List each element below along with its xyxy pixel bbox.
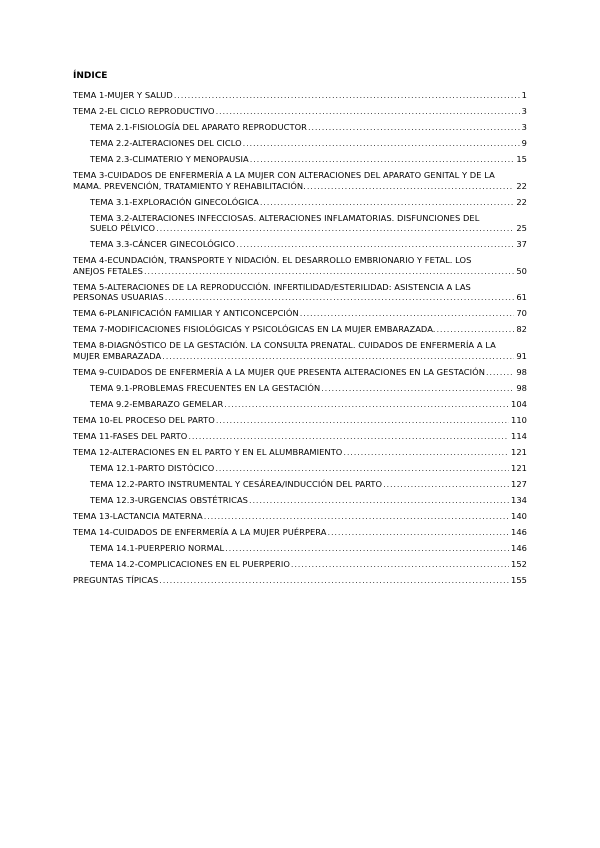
toc-entry-page-number: 70 <box>516 308 527 318</box>
toc-entry-row <box>90 154 527 165</box>
toc-entry-title: TEMA 14-CUIDADOS DE ENFERMERÍA A LA MUJER PUÉRPERA <box>73 526 327 537</box>
toc-entry-row <box>90 559 527 570</box>
toc-entry-row <box>90 383 527 394</box>
toc-entry-title: TEMA 12.1-PARTO DISTÓCICO <box>90 462 215 473</box>
toc-entry-title: TEMA 9.1-PROBLEMAS FRECUENTES EN LA GESTACIÓN <box>90 382 321 393</box>
dot-leader <box>249 495 509 506</box>
toc-entry-page-number: 61 <box>516 292 527 302</box>
toc-entry[interactable] <box>73 255 527 276</box>
dot-leader <box>159 575 509 586</box>
toc-entry-title: TEMA 1-MUJER Y SALUD <box>73 90 173 100</box>
toc-entry[interactable] <box>73 324 527 335</box>
toc-entry-title: TEMA 12.3-URGENCIAS OBSTÉTRICAS <box>90 494 249 505</box>
toc-entry[interactable] <box>73 399 527 410</box>
toc-entry-row <box>73 90 527 101</box>
toc-entry-row <box>73 308 527 319</box>
toc-entry-row <box>73 511 527 522</box>
toc-entry-row <box>73 527 527 538</box>
toc-entry[interactable] <box>73 197 527 208</box>
toc-entry[interactable] <box>73 479 527 490</box>
toc-entry-row <box>73 447 527 458</box>
toc-entry-title: TEMA 3.1-EXPLORACIÓN GINECOLÓGICA <box>90 196 259 207</box>
toc-entry-title: TEMA 9.2-EMBARAZO GEMELAR <box>90 398 224 409</box>
dot-leader <box>383 479 509 490</box>
toc-entry[interactable] <box>73 340 527 361</box>
toc-entry[interactable] <box>73 122 527 133</box>
toc-entry-title: TEMA 2.2-ALTERACIONES DEL CICLO <box>90 138 242 148</box>
toc-entry[interactable] <box>73 559 527 570</box>
toc-entry-title: TEMA 2.1-FISIOLOGÍA DEL APARATO REPRODUCTOR <box>90 122 307 132</box>
toc-entry[interactable] <box>73 154 527 165</box>
toc-entry-page-number: 1 <box>521 90 527 100</box>
toc-entry-row <box>90 495 527 506</box>
toc-entry-page-number: 114 <box>511 430 527 441</box>
toc-entry[interactable] <box>73 431 527 442</box>
toc-entry[interactable] <box>73 308 527 319</box>
toc-entry-row <box>90 122 527 133</box>
toc-entry-page-number: 98 <box>516 382 527 393</box>
toc-entry-page-number: 22 <box>516 180 527 191</box>
dot-leader <box>437 324 515 335</box>
toc-entry-title: TEMA 14.2-COMPLICACIONES EN EL PUERPERIO <box>90 558 290 569</box>
toc-entry-page-number: 25 <box>516 223 527 233</box>
dot-leader <box>224 399 509 410</box>
toc-entry-title: PREGUNTAS TÍPICAS <box>73 574 159 585</box>
toc-entry-title-line1: TEMA 5-ALTERACIONES DE LA REPRODUCCIÓN. INFERTILIDAD/ESTERILIDAD: ASISTENCIA A LAS <box>73 281 471 292</box>
toc-entry[interactable] <box>73 495 527 506</box>
toc-entry-title: TEMA 11-FASES DEL PARTO <box>73 430 188 441</box>
toc-entry-page-number: 152 <box>511 558 527 569</box>
toc-entry-page-number: 134 <box>511 494 527 505</box>
toc-entry[interactable] <box>73 282 527 303</box>
dot-leader <box>300 308 515 319</box>
toc-entry-page-number: 50 <box>516 265 527 276</box>
dot-leader <box>162 351 514 362</box>
toc-entry-page-number: 37 <box>516 239 527 249</box>
dot-leader <box>188 431 509 442</box>
toc-entry-page-number: 91 <box>516 350 527 361</box>
toc-entry[interactable] <box>73 106 527 117</box>
toc-entry-page-number: 3 <box>521 106 527 116</box>
toc-entry-row <box>73 415 527 426</box>
toc-entry-title: TEMA 2.3-CLIMATERIO Y MENOPAUSIA <box>90 154 249 164</box>
toc-entry-title-line1: TEMA 3-CUIDADOS DE ENFERMERÍA A LA MUJER CON ALTERACIONES DEL APARATO GENITAL Y DE LA <box>73 170 495 180</box>
dot-leader <box>243 138 520 149</box>
toc-entry-title: ANEJOS FETALES <box>73 265 143 276</box>
toc-entry-page-number: 121 <box>511 446 527 457</box>
toc-entry[interactable] <box>73 138 527 149</box>
toc-entry-title: TEMA 13-LACTANCIA MATERNA <box>73 510 203 521</box>
toc-entry-row <box>73 431 527 442</box>
toc-entry-title: TEMA 14.1-PUERPERIO NORMAL <box>90 542 225 553</box>
toc-entry-row <box>90 223 527 234</box>
toc-entry-title-line1: TEMA 4-ECUNDACIÓN, TRANSPORTE Y NIDACIÓN. EL DESARROLLO EMBRIONARIO Y FETAL. LOS <box>73 255 472 265</box>
toc-entry-title: TEMA 6-PLANIFICACIÓN FAMILIAR Y ANTICONCEPCIÓN <box>73 308 299 318</box>
toc-entry[interactable] <box>73 527 527 538</box>
toc-entry-title: TEMA 3.3-CÁNCER GINECOLÓGICO <box>90 239 236 249</box>
toc-entry-page-number: 22 <box>516 196 527 207</box>
toc-entry-page-number: 82 <box>516 324 527 334</box>
toc-entry-title: TEMA 12-ALTERACIONES EN EL PARTO Y EN EL ALUMBRAMIENTO <box>73 446 343 457</box>
toc-entry-row <box>73 324 527 335</box>
toc-entry[interactable] <box>73 170 527 191</box>
dot-leader <box>204 511 509 522</box>
toc-entry-page-number: 104 <box>511 398 527 409</box>
toc-entry-title: MUJER EMBARAZADA <box>73 350 162 361</box>
dot-leader <box>225 543 509 554</box>
toc-entry[interactable] <box>73 575 527 586</box>
dot-leader <box>144 266 514 277</box>
dot-leader <box>307 181 514 192</box>
toc-entry[interactable] <box>73 511 527 522</box>
toc-entry-row <box>90 239 527 250</box>
toc-entry-title-line1: TEMA 3.2-ALTERACIONES INFECCIOSAS. ALTERACIONES INFLAMATORIAS. DISFUNCIONES DEL <box>90 212 480 223</box>
toc-entry[interactable] <box>73 213 527 234</box>
dot-leader <box>486 367 514 378</box>
dot-leader <box>308 122 520 133</box>
toc-entry-row <box>73 181 527 192</box>
toc-entry-title-line1: TEMA 8-DIAGNÓSTICO DE LA GESTACIÓN. LA CONSULTA PRENATAL. CUIDADOS DE ENFERMERÍA A LA <box>73 340 496 350</box>
toc-entry-page-number: 3 <box>521 122 527 132</box>
dot-leader <box>165 292 515 303</box>
toc-entry-page-number: 140 <box>511 510 527 521</box>
toc-entry-row <box>90 399 527 410</box>
dot-leader <box>291 559 509 570</box>
toc-entry-page-number: 121 <box>511 462 527 473</box>
dot-leader <box>260 197 514 208</box>
table-of-contents <box>73 90 527 591</box>
index-title: ÍNDICE <box>73 71 108 81</box>
toc-entry[interactable] <box>73 383 527 394</box>
toc-entry-row <box>73 351 527 362</box>
toc-entry-row <box>90 463 527 474</box>
dot-leader <box>236 239 514 250</box>
dot-leader <box>215 463 509 474</box>
toc-entry-page-number: 127 <box>511 478 527 489</box>
dot-leader <box>216 415 509 426</box>
toc-entry-row <box>73 367 527 378</box>
toc-entry-title: TEMA 12.2-PARTO INSTRUMENTAL Y CESÁREA/INDUCCIÓN DEL PARTO <box>90 478 383 489</box>
dot-leader <box>343 447 509 458</box>
toc-entry-row <box>90 479 527 490</box>
dot-leader <box>174 90 520 101</box>
toc-entry-page-number: 110 <box>511 414 527 425</box>
toc-entry[interactable] <box>73 90 527 101</box>
toc-entry-page-number: 146 <box>511 526 527 537</box>
toc-entry-page-number: 9 <box>521 138 527 148</box>
toc-entry-title: TEMA 7-MODIFICACIONES FISIOLÓGICAS Y PSICOLÓGICAS EN LA MUJER EMBARAZADA. <box>73 324 436 334</box>
toc-entry[interactable] <box>73 415 527 426</box>
toc-entry-row <box>73 292 527 303</box>
toc-entry-page-number: 155 <box>511 574 527 585</box>
toc-entry-row <box>90 138 527 149</box>
dot-leader <box>321 383 514 394</box>
toc-entry-title: PERSONAS USUARIAS <box>73 292 164 302</box>
toc-entry[interactable] <box>73 239 527 250</box>
toc-entry-page-number: 15 <box>516 154 527 164</box>
toc-entry[interactable] <box>73 543 527 554</box>
toc-entry-row <box>90 197 527 208</box>
toc-entry-page-number: 146 <box>511 542 527 553</box>
toc-entry-title: TEMA 9-CUIDADOS DE ENFERMERÍA A LA MUJER QUE PRESENTA ALTERACIONES EN LA GESTACIÓN <box>73 366 485 377</box>
toc-entry-row <box>73 266 527 277</box>
dot-leader <box>328 527 509 538</box>
toc-entry[interactable] <box>73 447 527 458</box>
toc-entry-page-number: 98 <box>516 366 527 377</box>
dot-leader <box>156 223 514 234</box>
dot-leader <box>216 106 520 117</box>
toc-entry-row <box>73 575 527 586</box>
toc-entry[interactable] <box>73 367 527 378</box>
dot-leader <box>250 154 515 165</box>
toc-entry-title: SUELO PÉLVICO <box>90 223 156 233</box>
toc-entry-row <box>90 543 527 554</box>
toc-entry-title: TEMA 10-EL PROCESO DEL PARTO <box>73 414 215 425</box>
toc-entry-row <box>73 106 527 117</box>
toc-entry-title: TEMA 2-EL CICLO REPRODUCTIVO <box>73 106 215 116</box>
toc-entry[interactable] <box>73 463 527 474</box>
toc-entry-title: MAMA. PREVENCIÓN, TRATAMIENTO Y REHABILITACIÓN. <box>73 180 306 191</box>
